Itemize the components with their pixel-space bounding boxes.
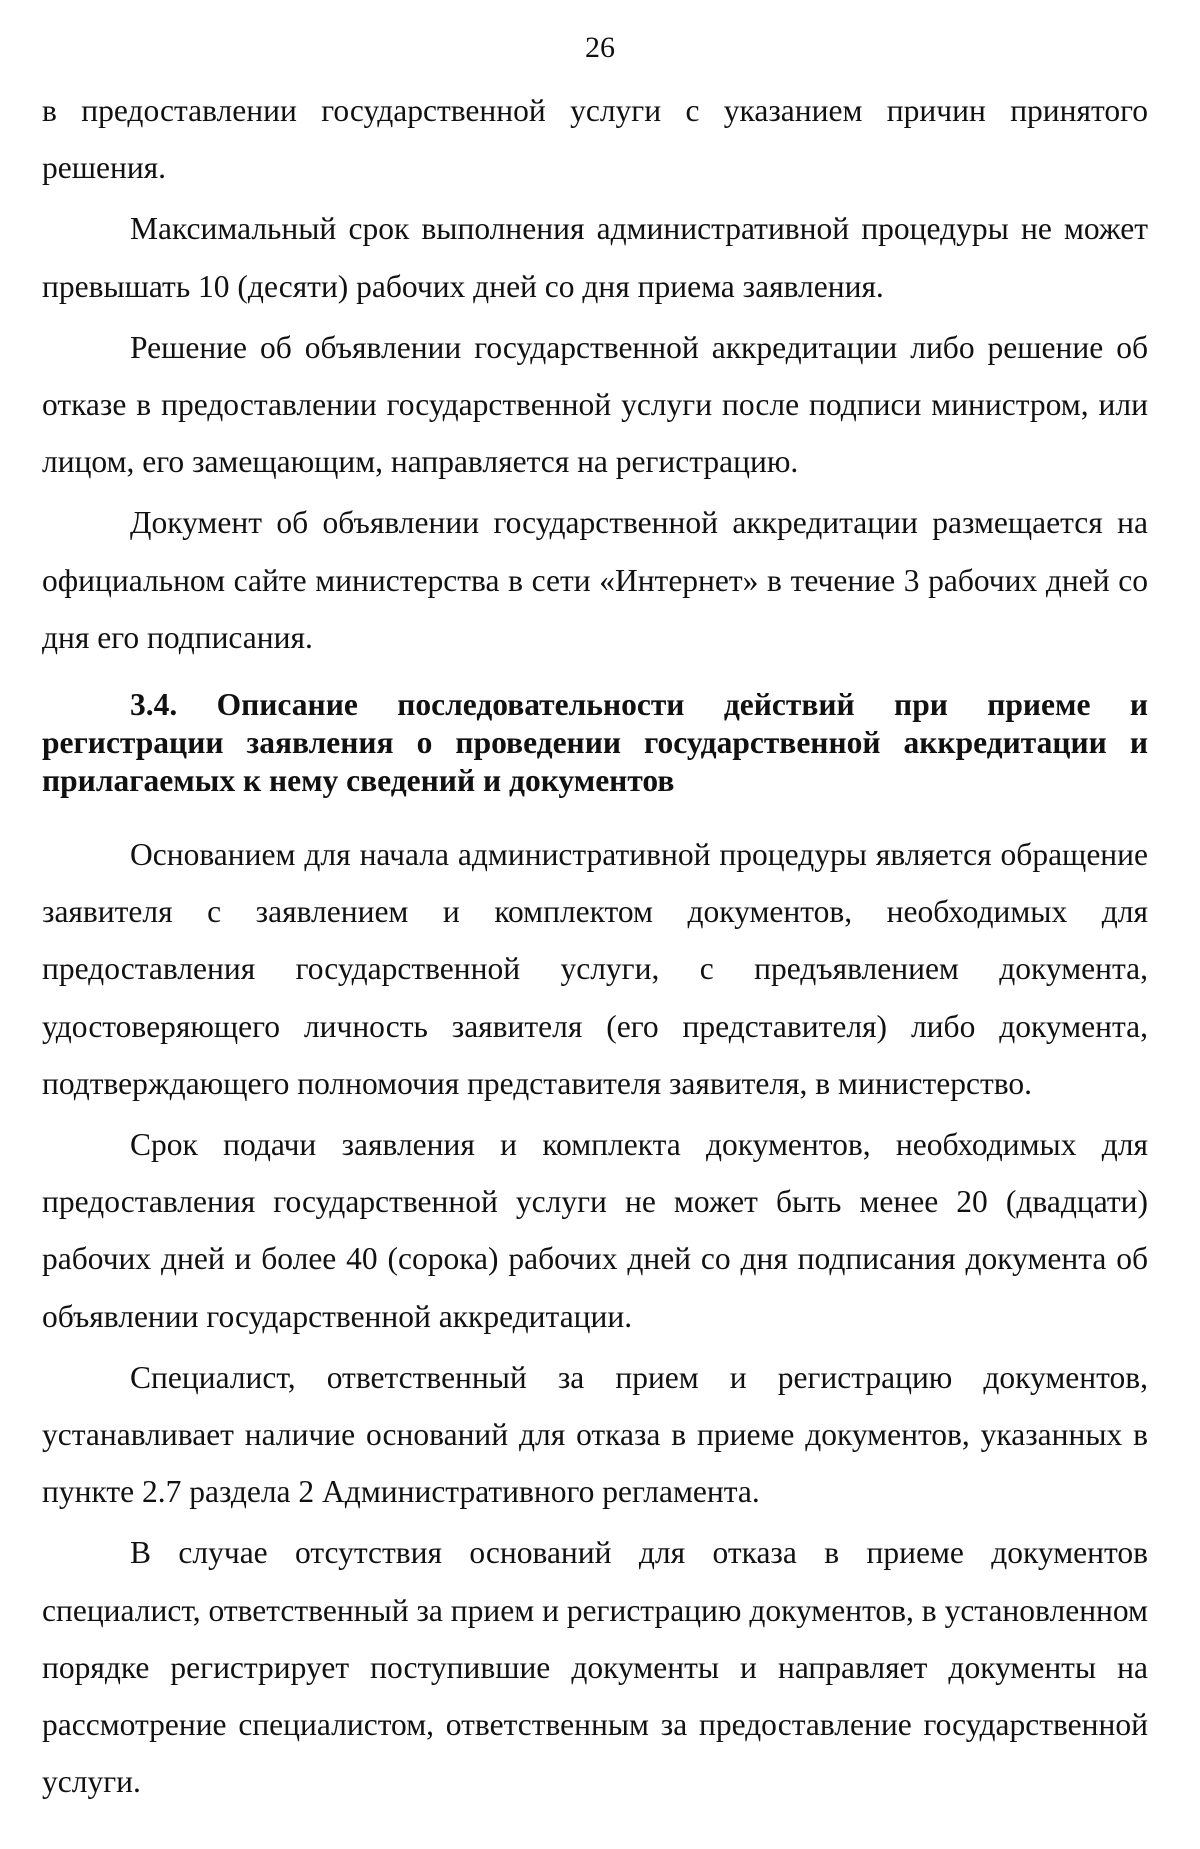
document-body: [42, 82, 1148, 1814]
paragraph-submission-term: Срок подачи заявления и комплекта документов, необходимых для предоставления государственной услуги не может быть менее 20 (двадцати) рабочих дней и более 40 (сорока) рабочих дней со дня подписания документа об объявлении государственной аккредитации.: [42, 1127, 1148, 1334]
page-number: 26: [585, 31, 615, 64]
section-heading: 3.4. Описание последовательности действий при приеме и регистрации заявления о проведении государственной аккредитации и прилагаемых к нему сведений и документов: [42, 687, 1148, 799]
paragraph-decision: Решение об объявлении государственной аккредитации либо решение об отказе в предоставлении государственной услуги после подписи министром, или лицом, его замещающим, направляется на регистрацию.: [42, 329, 1148, 480]
paragraph-registration: В случае отсутствия оснований для отказа в приеме документов специалист, ответственный за прием и регистрацию документов, в установленном порядке регистрирует поступившие документы и направляет документы на рассмотрение специалистом, ответственным за предоставление государственной услуги.: [42, 1535, 1148, 1800]
paragraph-specialist-check: Специалист, ответственный за прием и регистрацию документов, устанавливает наличие оснований для отказа в приеме документов, указанных в пункте 2.7 раздела 2 Административного регламента.: [42, 1359, 1148, 1510]
paragraph-continuation: в предоставлении государственной услуги с указанием причин принятого решения.: [42, 93, 1148, 186]
paragraph-grounds: Основанием для начала административной процедуры является обращение заявителя с заявлением и комплектом документов, необходимых для предоставления государственной услуги, с предъявлением документа, удостоверяющего личность заявителя (его представителя) либо документа, подтверждающего полномочия представителя заявителя, в министерство.: [42, 837, 1148, 1101]
paragraph-publication: Документ об объявлении государственной аккредитации размещается на официальном сайте министерства в сети «Интернет» в течение 3 рабочих дней со дня его подписания.: [42, 505, 1148, 655]
paragraph-max-term: Максимальный срок выполнения административной процедуры не может превышать 10 (десяти) рабочих дней со дня приема заявления.: [42, 211, 1148, 304]
